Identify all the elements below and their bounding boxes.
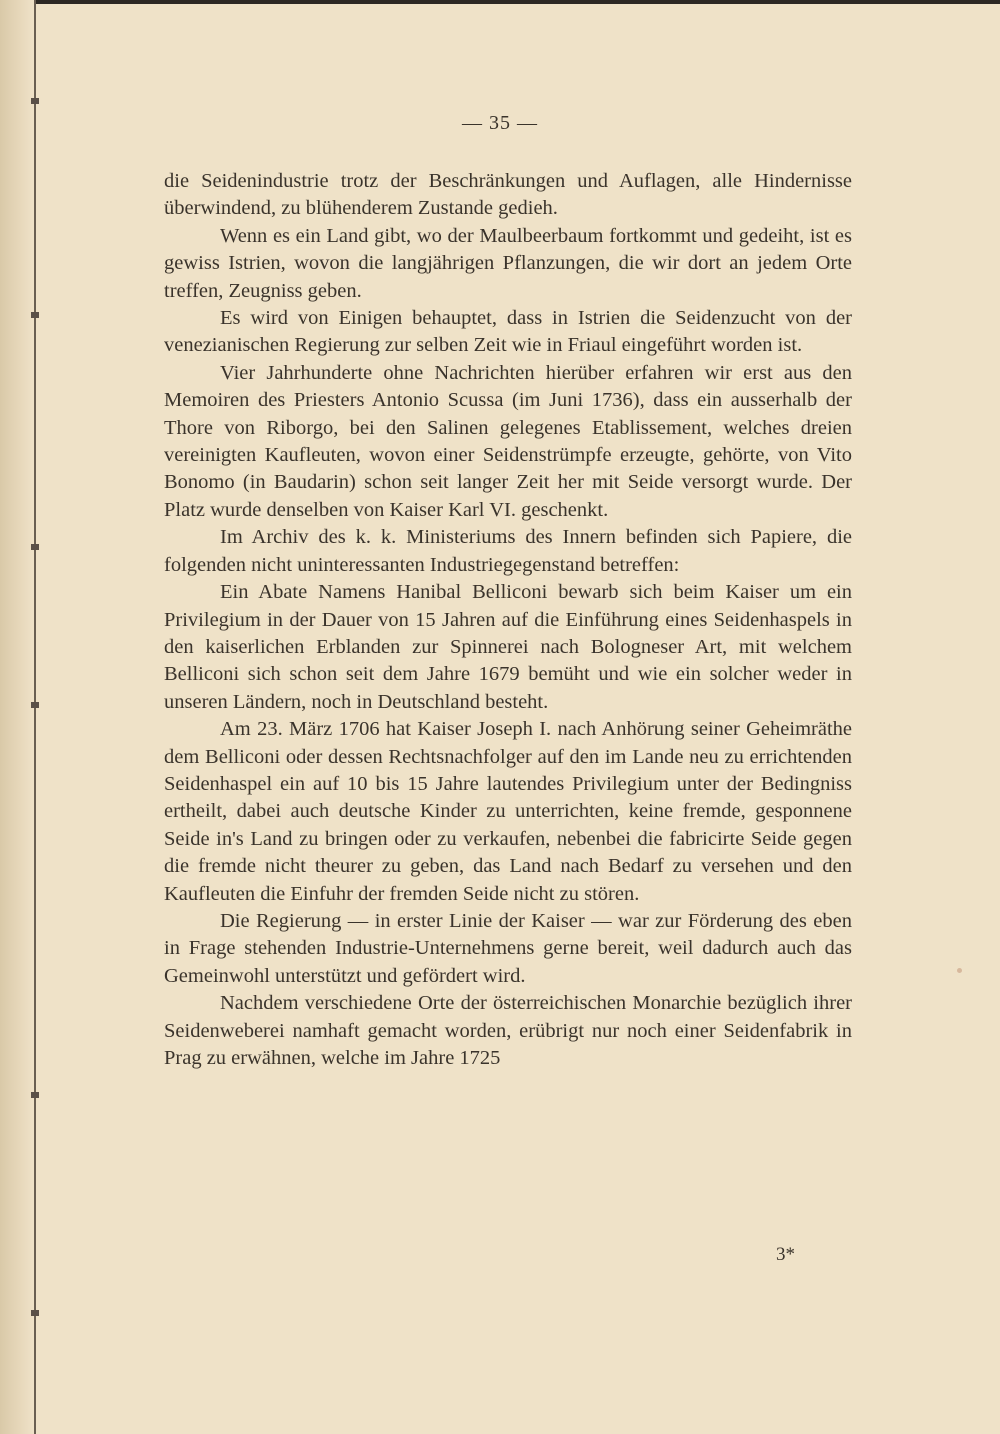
- signature-mark: 3*: [776, 1244, 795, 1265]
- paragraph: Es wird von Einigen behauptet, dass in Istrien die Seidenzucht von der venezianischen Regierung zur selben Zeit wie in Friaul eingeführt worden ist.: [164, 307, 852, 357]
- paper-blot: [957, 968, 962, 973]
- binding-stitch: [31, 1092, 39, 1098]
- binding-stitch: [31, 1310, 39, 1316]
- binding-stitch: [31, 702, 39, 708]
- paragraph: Wenn es ein Land gibt, wo der Maulbeerbaum fortkommt und gedeiht, ist es gewiss Istrien, wovon die langjährigen Pflanzungen, die wir dort an jedem Orte treffen, Zeugniss geben.: [164, 224, 852, 302]
- paragraph: Vier Jahrhunderte ohne Nachrichten hierüber erfahren wir erst aus den Memoiren des Priesters Antonio Scussa (im Juni 1736), dass ein ausserhalb der Thore von Riborgo, bei den Salinen gelegenes Etablissement, welches dreien vereinigten Kaufleuten, wovon einer Seidenstrümpfe erzeugte, gehörte, von Vito Bonomo (in Baudarin) schon seit langer Zeit her mit Seide versorgt wurde. Der Platz wurde denselben von Kaiser Karl VI. geschenkt.: [164, 361, 852, 521]
- paragraph: Die Regierung — in erster Linie der Kaiser — war zur Förderung des eben in Frage stehenden Industrie-Unternehmens gerne bereit, weil dadurch auch das Gemeinwohl unterstützt und gefördert wird.: [164, 909, 852, 987]
- paragraph: Im Archiv des k. k. Ministeriums des Innern befinden sich Papiere, die folgenden nicht uninteressanten Industriegegenstand betreffen:: [164, 526, 852, 576]
- binding-stitch: [31, 544, 39, 550]
- binding-stitch: [31, 312, 39, 318]
- paragraph: Am 23. März 1706 hat Kaiser Joseph I. nach Anhörung seiner Geheimräthe dem Belliconi oder dessen Rechtsnachfolger auf den im Lande neu zu errichtenden Seidenhaspel ein auf 10 bis 15 Jahre lautendes Privilegium unter der Bedingniss ertheilt, dabei auch deutsche Kinder zu unterrichten, keine fremde, gesponnene Seide in's Land zu bringen oder zu verkaufen, nebenbei die fabricirte Seide gegen die fremde nicht theurer zu geben, das Land nach Bedarf zu versehen und den Kaufleuten die Einfuhr der fremden Seide nicht zu stören.: [164, 718, 852, 905]
- body-text: [164, 168, 852, 1072]
- paragraph: Nachdem verschiedene Orte der österreichischen Monarchie bezüglich ihrer Seidenweberei namhaft gemacht worden, erübrigt nur noch einer Seidenfabrik in Prag zu erwähnen, welche im Jahre 1725: [164, 992, 852, 1069]
- page-binding: [0, 0, 34, 1434]
- binding-stitch: [31, 98, 39, 104]
- page-top-edge: [0, 0, 1000, 4]
- paragraph: Ein Abate Namens Hanibal Belliconi bewarb sich beim Kaiser um ein Privilegium in der Dauer von 15 Jahren auf die Einführung eines Seidenhaspels in den kaiserlichen Erblanden zur Spinnerei nach Bologneser Art, mit welchem Belliconi sich schon seit dem Jahre 1679 bemüht und wie ein solcher weder in unseren Ländern, noch in Deutschland besteht.: [164, 581, 852, 713]
- binding-line: [34, 0, 36, 1434]
- page-number: — 35 —: [462, 112, 538, 134]
- paragraph: die Seidenindustrie trotz der Beschränkungen und Auflagen, alle Hindernisse überwindend, zu blühenderem Zustande gedieh.: [164, 170, 852, 220]
